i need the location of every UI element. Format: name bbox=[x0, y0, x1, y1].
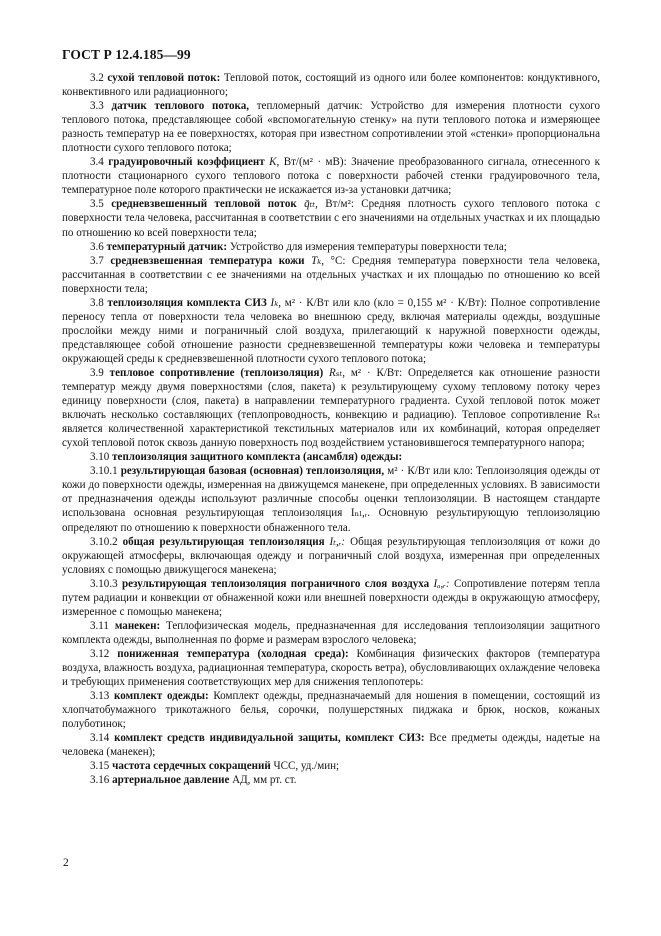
clause-number: 3.10.2 bbox=[90, 535, 118, 548]
clause-number: 3.4 bbox=[90, 156, 104, 169]
term: артериальное давление bbox=[112, 774, 230, 787]
clause-number: 3.3 bbox=[90, 100, 104, 113]
paragraph-3-10-2 bbox=[62, 535, 600, 577]
clause-number: 3.14 bbox=[90, 732, 110, 745]
definition: Устройство для измерения температуры поверхности тела; bbox=[229, 240, 507, 253]
paragraph-3-6 bbox=[62, 240, 600, 254]
paragraph-3-10-3 bbox=[62, 577, 600, 619]
paragraph-3-16 bbox=[62, 773, 600, 787]
definition: Все предметы одежды, надетые на человека (манекен); bbox=[62, 732, 600, 759]
definition: АД, мм рт. ст. bbox=[232, 774, 297, 787]
symbol: K, bbox=[269, 156, 280, 169]
clause-number: 3.10.1 bbox=[90, 465, 118, 478]
definition: м² · К/Вт или кло: Теплоизоляция одежды от кожи до поверхности одежды, измеренная на движущемся манекене, при определенных условиях. В зависимости от предназначения одежды используют различные способы оценки теплоизоляции. В настоящем стандарте использована основная результирующая теплоизоляция Iₙₗ,ᵣ. Основную результирующую теплоизоляцию определяют по отношению к поверхности обнаженного тела. bbox=[62, 465, 601, 534]
symbol: q̄ₜₜ, bbox=[304, 198, 318, 211]
clause-number: 3.10.3 bbox=[90, 577, 118, 590]
definition: Тепловой поток, состоящий из одного или более компонентов: кондуктивного, конвективного или радиационного; bbox=[62, 72, 600, 99]
term: средневзвешенный тепловой поток bbox=[111, 198, 297, 211]
clause-number: 3.5 bbox=[90, 198, 104, 211]
paragraph-3-10 bbox=[62, 450, 600, 464]
page-number: 2 bbox=[63, 857, 69, 869]
paragraph-3-9 bbox=[62, 366, 600, 450]
paragraph-3-7 bbox=[62, 254, 600, 296]
clause-number: 3.2 bbox=[90, 72, 104, 84]
term: результирующая базовая (основная) теплоизоляция, bbox=[120, 465, 385, 478]
term: теплоизоляция защитного комплекта (ансамбля) одежды: bbox=[112, 451, 403, 464]
paragraph-3-3 bbox=[62, 99, 600, 155]
definition: Комплект одежды, предназначаемый для ношения в помещении, состоящий из хлопчатобумажного трикотажного белья, сорочки, полушерстяных пиджака и брюк, носков, кожаных полуботинок; bbox=[62, 690, 600, 731]
term: датчик теплового потока, bbox=[111, 100, 250, 113]
clause-number: 3.9 bbox=[90, 366, 104, 379]
clause-number: 3.11 bbox=[90, 619, 109, 632]
clause-number: 3.10 bbox=[90, 451, 110, 464]
definition: тепломерный датчик: Устройство для измерения плотности сухого теплового потока, представляющее собой «вспомогательную стенку» на пути теплового потока и измеряющее разность температур на ее поверхностях, которая при известном сопротивлении этой «стенки» пропорциональна плотности сухого теплового потока; bbox=[62, 100, 601, 155]
clause-number: 3.13 bbox=[90, 690, 110, 703]
clause-number: 3.8 bbox=[90, 296, 104, 309]
clause-number: 3.15 bbox=[90, 760, 110, 773]
term: частота сердечных сокращений bbox=[112, 760, 271, 773]
term: манекен: bbox=[114, 619, 161, 632]
document-header: ГОСТ Р 12.4.185—99 bbox=[62, 47, 191, 62]
paragraph-3-10-1 bbox=[62, 464, 600, 534]
symbol: Iₐ,ᵣ: bbox=[433, 577, 450, 590]
paragraph-3-13 bbox=[62, 689, 600, 731]
term: комплект одежды: bbox=[114, 690, 209, 703]
paragraph-3-15 bbox=[62, 759, 600, 773]
paragraph-3-2 bbox=[62, 71, 600, 99]
symbol: Iₜ,ᵣ: bbox=[329, 535, 346, 548]
paragraph-3-14 bbox=[62, 731, 600, 759]
symbol: Tₖ, bbox=[311, 254, 325, 267]
paragraph-3-5 bbox=[62, 197, 600, 239]
term: результирующая теплоизоляция пограничного слоя воздуха bbox=[121, 577, 430, 590]
term: тепловое сопротивление (теплоизоляция) bbox=[109, 366, 324, 379]
definition: Общая результирующая теплоизоляция от кожи до окружающей атмосферы, включающая одежду и пограничный слой воздуха, измеренная при определенных условиях с помощью движущегося манекена; bbox=[62, 535, 601, 576]
term: средневзвешенная температура кожи bbox=[110, 254, 305, 267]
term: комплект средств индивидуальной защиты, комплект СИЗ: bbox=[114, 732, 425, 745]
document-body bbox=[62, 71, 600, 787]
definition: Теплофизическая модель, предназначенная для исследования теплоизоляции защитного комплекта одежды, выполненная по форме и размерам взрослого человека; bbox=[62, 619, 600, 646]
paragraph-3-12 bbox=[62, 647, 600, 689]
term: градуировочный коэффициент bbox=[108, 156, 265, 169]
term: пониженная температура (холодная среда): bbox=[117, 647, 349, 660]
paragraph-3-8 bbox=[62, 296, 600, 366]
symbol: Iₖ, bbox=[270, 296, 282, 309]
definition: °С: Средняя температура поверхности тела человека, рассчитанная в соответствии с ее значениями на отдельных участках и их площадью по отношению ко всей поверхности тела; bbox=[62, 254, 601, 295]
term: сухой тепловой поток: bbox=[107, 72, 221, 84]
paragraph-3-11 bbox=[62, 619, 600, 647]
clause-number: 3.12 bbox=[90, 647, 110, 660]
term: температурный датчик: bbox=[106, 240, 228, 253]
symbol: Rₛₜ, bbox=[329, 366, 345, 379]
clause-number: 3.7 bbox=[90, 254, 104, 267]
paragraph-3-4 bbox=[62, 155, 600, 197]
definition: Комбинация физических факторов (температура воздуха, влажность воздуха, радиационная температура, скорость ветра), обусловливающих охлаждение человека и требующих применения соответствующих мер для снижения теплопотерь: bbox=[62, 647, 600, 689]
definition: Вт/(м² · мВ): Значение преобразованного сигнала, отнесенного к плотности стационарного сухого теплового потока с поверхности рабочей стенки градуировочного тела, температурное поле которого практически не искажается из-за установки датчика; bbox=[62, 156, 600, 197]
clause-number: 3.16 bbox=[90, 774, 110, 787]
term: теплоизоляция комплекта СИЗ bbox=[107, 296, 267, 309]
definition: м² · К/Вт: Определяется как отношение разности температур между двумя поверхностями (слоя, пакета) к результирующему сухому тепловому потоку через единицу поверхности (слоя, пакета) в направлении температурного градиента. Сухой тепловой поток может включать несколько составляющих (теплопроводность, конвекцию и радиацию). Тепловое сопротивление Rₛₜ является количественной характеристикой текстильных материалов или их комбинаций, которая определяет сухой тепловой поток сквозь данную поверхность под воздействием установившегося температурного напора; bbox=[62, 366, 600, 450]
definition: Вт/м²: Средняя плотность сухого теплового потока с поверхности тела человека, рассчитанная в соответствии с его значениями на отдельных участках и их площадью по отношению ко всей поверхности тела; bbox=[62, 198, 601, 239]
definition: ЧСС, уд./мин; bbox=[273, 760, 340, 773]
definition: м² · К/Вт или кло (кло = 0,155 м² · К/Вт): Полное сопротивление переносу тепла от поверхности тела человека во внешнюю среду, включая материалы одежды, воздушные прослойки между ними и пограничный слой воздуха, прилегающий к наружной поверхности одежды, представляющее собой отношение разности средневзвешенной температуры кожи человека и температуры окружающей среды к средневзвешенной плотности сухого теплового потока; bbox=[62, 296, 600, 365]
definition: Сопротивление потерям тепла путем радиации и конвекции от обнаженной кожи или внешней поверхности одежды в окружающую атмосферу, измеренное с помощью манекена; bbox=[62, 577, 600, 618]
term: общая результирующая теплоизоляция bbox=[122, 535, 325, 548]
clause-number: 3.6 bbox=[90, 240, 104, 253]
